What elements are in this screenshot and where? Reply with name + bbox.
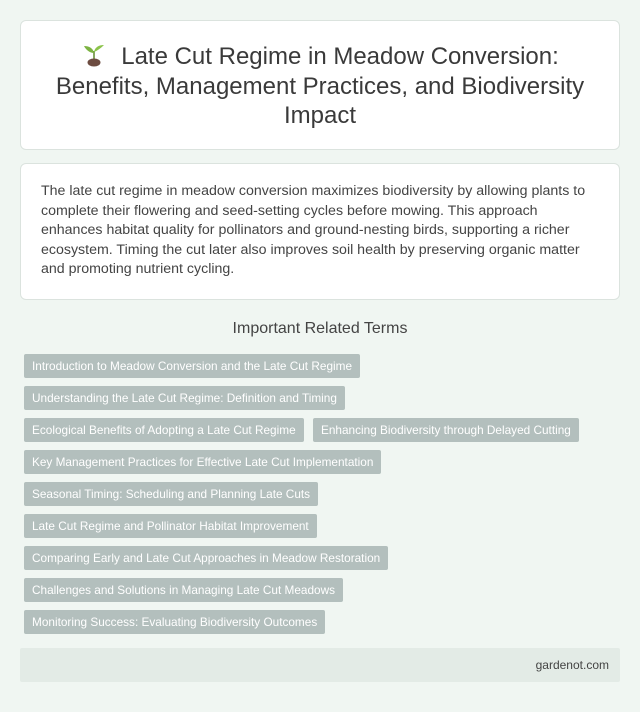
- related-term-tag[interactable]: Monitoring Success: Evaluating Biodiversity Outcomes: [24, 610, 325, 634]
- page-title-text: Late Cut Regime in Meadow Conversion: Benefits, Management Practices, and Biodiversity Impact: [55, 43, 585, 129]
- related-term-tag[interactable]: Challenges and Solutions in Managing Late Cut Meadows: [24, 578, 343, 602]
- summary-card: [20, 163, 620, 300]
- related-term-tag[interactable]: Comparing Early and Late Cut Approaches in Meadow Restoration: [24, 546, 388, 570]
- title-card: [20, 20, 620, 150]
- footer-site-link[interactable]: gardenot.com: [535, 658, 609, 672]
- related-term-tag[interactable]: Key Management Practices for Effective Late Cut Implementation: [24, 450, 381, 474]
- related-terms-heading: Important Related Terms: [232, 320, 408, 337]
- related-term-tag[interactable]: Introduction to Meadow Conversion and the Late Cut Regime: [24, 354, 360, 378]
- footer: [20, 648, 620, 682]
- related-term-tag[interactable]: Late Cut Regime and Pollinator Habitat Improvement: [24, 514, 317, 538]
- summary-text: The late cut regime in meadow conversion maximizes biodiversity by allowing plants to complete their flowering and seed-setting cycles before mowing. This approach enhances habitat quality for pollinators and ground-nesting birds, supporting a richer ecosystem. Timing the cut later also improves soil health by preserving organic matter and promoting nutrient cycling.: [41, 183, 586, 278]
- related-term-tag[interactable]: Understanding the Late Cut Regime: Definition and Timing: [24, 386, 345, 410]
- related-term-tag[interactable]: Seasonal Timing: Scheduling and Planning Late Cuts: [24, 482, 318, 506]
- sprout-icon: [81, 42, 107, 68]
- related-term-tag[interactable]: Ecological Benefits of Adopting a Late Cut Regime: [24, 418, 304, 442]
- related-term-tag[interactable]: Enhancing Biodiversity through Delayed Cutting: [313, 418, 579, 442]
- page-title: [45, 42, 595, 131]
